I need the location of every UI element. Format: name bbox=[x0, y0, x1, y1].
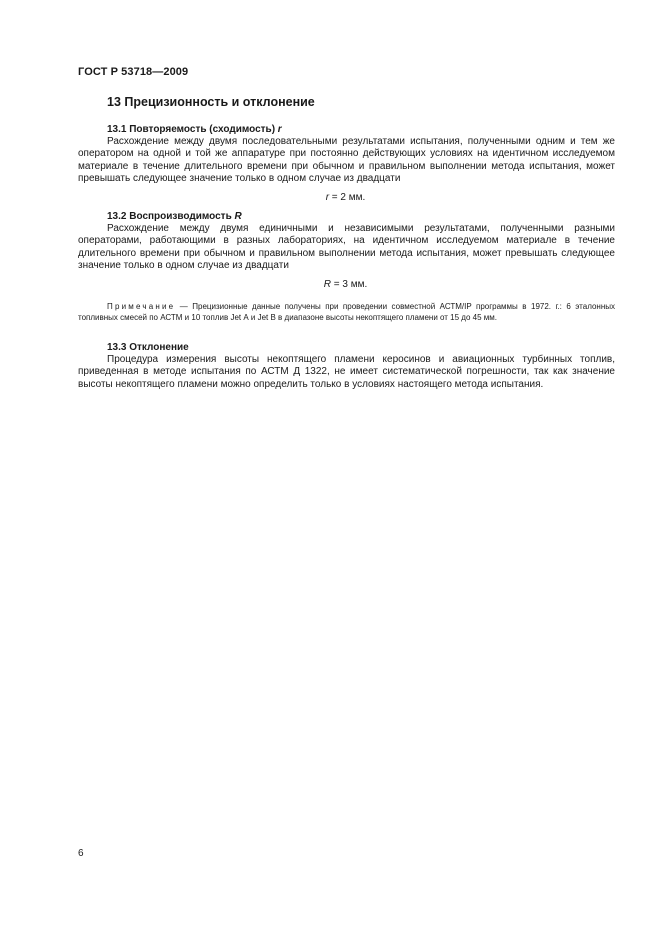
note-text: — Прецизионные данные получены при проведении совместной АСТМ/IP программы в 1972. г.: 6 эталонных топливных смесей по АСТМ и 10 топлив Jet А и Jet В в диапазоне высоты некоптящего пламени от 15 до 45 мм. bbox=[78, 302, 615, 322]
repeatability-formula bbox=[0, 192, 661, 203]
formula-value: = 3 мм. bbox=[330, 279, 368, 290]
reproducibility-formula bbox=[0, 279, 661, 290]
subsection-title-bias: 13.3 Отклонение bbox=[107, 342, 189, 353]
subsection-title-text: 13.1 Повторяемость (сходимость) bbox=[107, 124, 278, 135]
reproducibility-symbol: R bbox=[234, 211, 242, 222]
reproducibility-paragraph: Расхождение между двумя единичными и независимыми результатами, полученными разными операторами, работающими в разных лабораториях, на идентичном исследуемом материале в течение длительного времени при обычном и правильном выполнении метода испытания, может превышать следующее значение только в одном случае из двадцати bbox=[78, 223, 615, 272]
formula-value: = 2 мм. bbox=[329, 192, 366, 203]
bias-paragraph: Процедура измерения высоты некоптящего пламени керосинов и авиационных турбинных топлив, приведенная в методе испытания по АСТМ Д 1322, не имеет систематической погрешности, так как значение высоты некоптящего пламени можно определить только в условиях настоящего метода испытания. bbox=[78, 354, 615, 390]
section-title: 13 Прецизионность и отклонение bbox=[107, 95, 315, 109]
page-number: 6 bbox=[78, 848, 84, 859]
repeatability-symbol: r bbox=[277, 124, 282, 135]
precision-note bbox=[78, 301, 615, 323]
document-id: ГОСТ Р 53718—2009 bbox=[78, 66, 189, 78]
subsection-title-text: 13.2 Воспроизводимость bbox=[107, 211, 235, 222]
subsection-title-reproducibility bbox=[107, 211, 242, 222]
note-label: Примечание bbox=[107, 302, 176, 311]
formula-symbol: R bbox=[323, 279, 331, 290]
subsection-title-repeatability bbox=[107, 124, 282, 135]
repeatability-paragraph: Расхождение между двумя последовательными результатами испытания, полученными одним и тем же оператором на одной и той же аппаратуре при постоянно действующих условиях на идентичном исследуемом материале в течение длительного времени при обычном и правильном выполнении метода испытания, может превышать следующее значение только в одном случае из двадцати bbox=[78, 136, 615, 185]
formula-symbol: r bbox=[325, 192, 330, 203]
